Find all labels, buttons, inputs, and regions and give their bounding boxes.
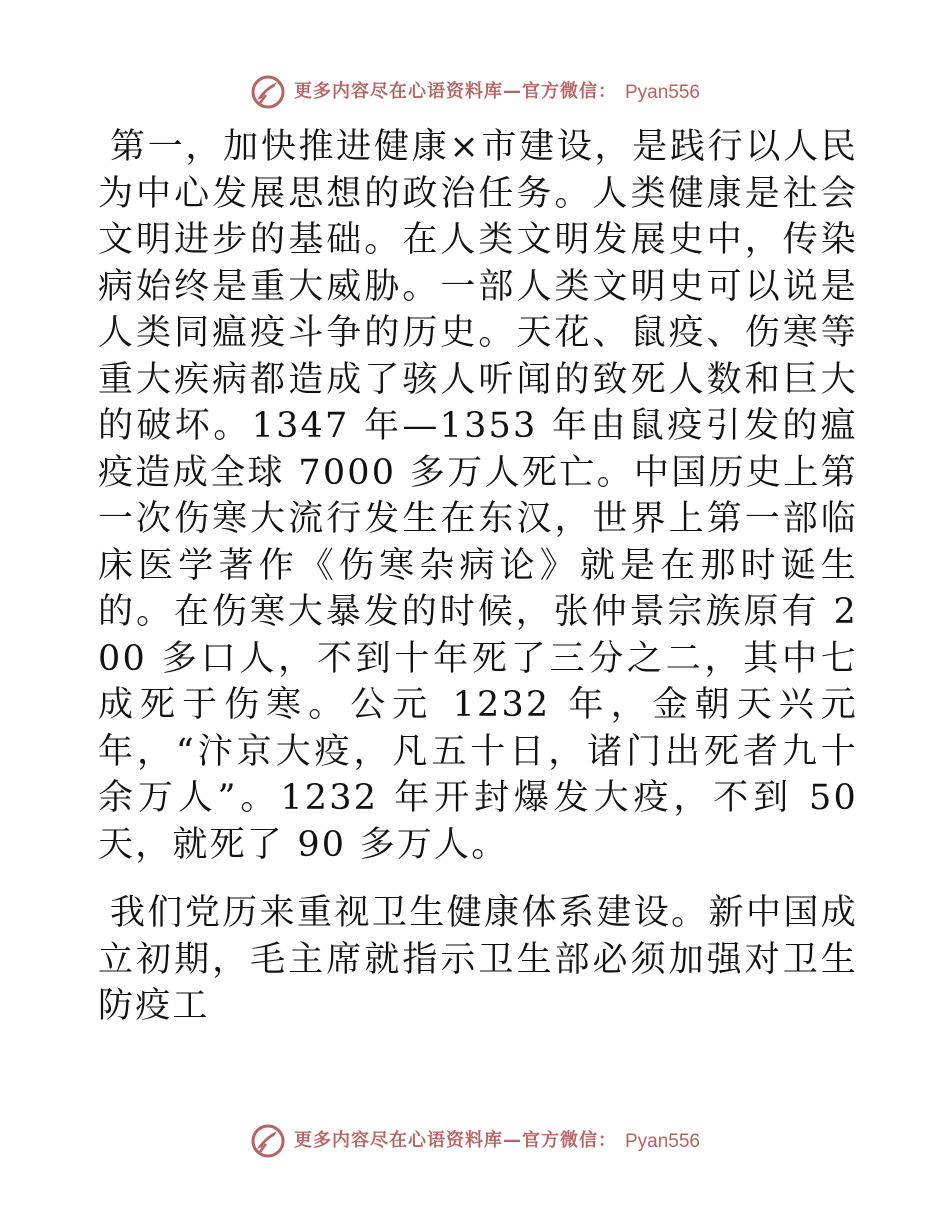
watermark-text-cn: 更多内容尽在心语资料库—官方微信： [293,81,617,102]
document-body [98,124,858,1030]
paragraph-2: 我们党历来重视卫生健康体系建设。新中国成立初期，毛主席就指示卫生部必须加强对卫生防疫工 [98,893,858,1026]
footer-watermark [0,1123,950,1159]
header-watermark [0,74,950,110]
paragraph-1: 第一，加快推进健康×市建设，是践行以人民为中心发展思想的政治任务。人类健康是社会文明进步的基础。在人类文明发展史中，传染病始终是重大威胁。一部人类文明史可以说是人类同瘟疫斗争的历史。天花、鼠疫、伤寒等重大疾病都造成了骇人听闻的致死人数和巨大的破坏。1347 年—1353 年由鼠疫引发的瘟疫造成全球 7000 多万人死亡。中国历史上第一次伤寒大流行发生在东汉，世界上第一部临床医学著作《伤寒杂病论》就是在那时诞生的。在伤寒大暴发的时候，张仲景宗族原有 200 多口人，不到十年死了三分之二，其中七成死于伤寒。公元 1232 年，金朝天兴元年，“汴京大疫，凡五十日，诸门出死者九十余万人”。1232 年开封爆发大疫，不到 50 天，就死了 90 多万人。 [98,127,858,865]
pen-logo-icon [250,1123,286,1159]
watermark-text-cn: 更多内容尽在心语资料库—官方微信： [293,1130,617,1151]
pen-logo-icon [250,74,286,110]
watermark-text-en: Pyan556 [624,81,700,103]
watermark-text-en: Pyan556 [624,1130,700,1152]
